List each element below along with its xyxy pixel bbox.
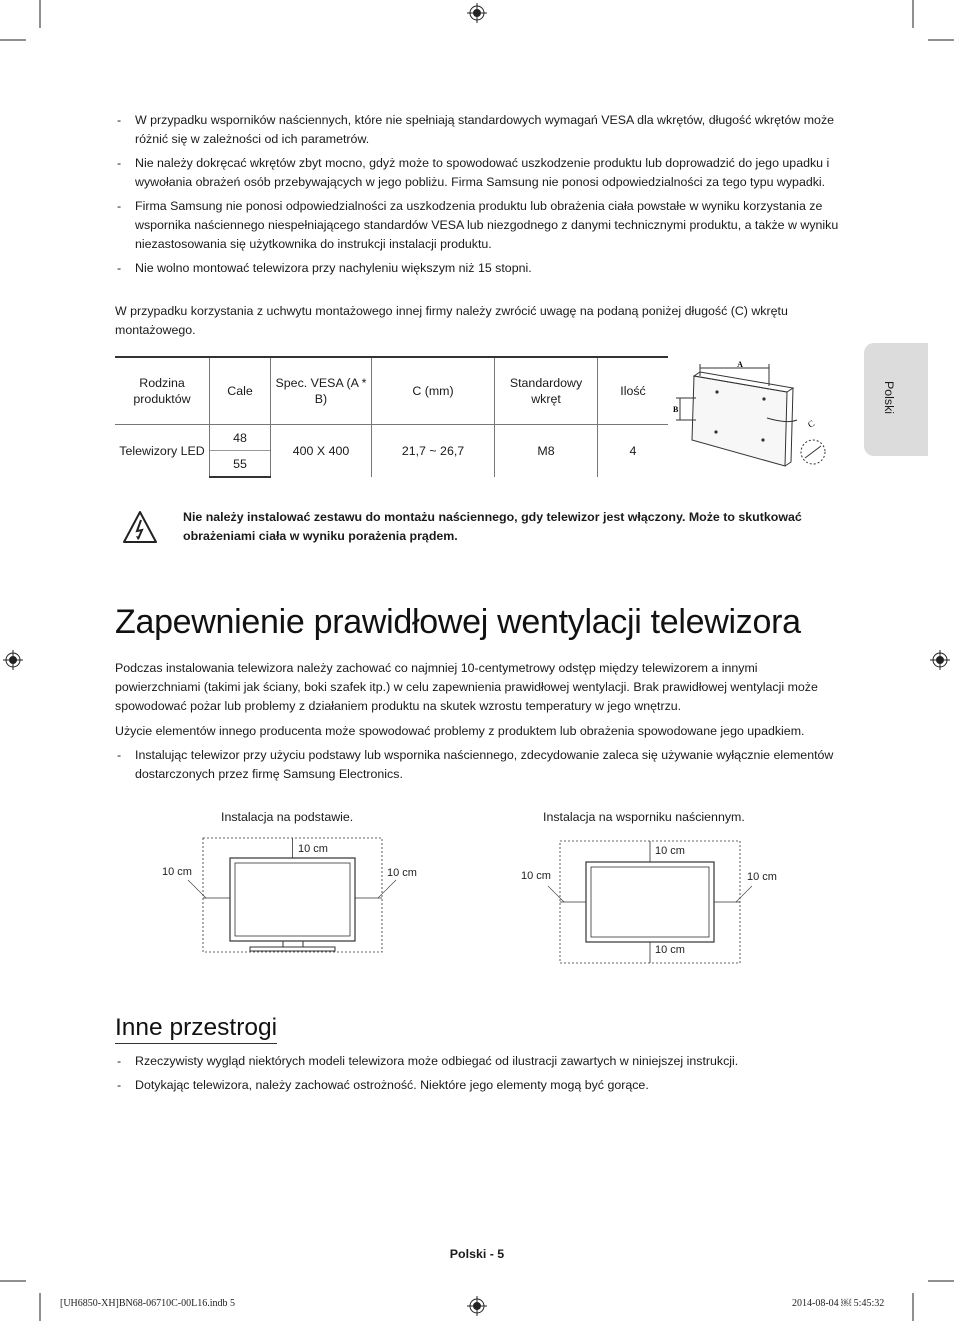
table-header: C (mm) [372, 357, 495, 425]
table-cell-inches: 48 [210, 425, 271, 451]
registration-mark-bottom [467, 1296, 487, 1316]
list-item: - Instalując telewizor przy użyciu podstawy lub wspornika naściennego, zdecydowanie zaleca się używanie wyłącznie elementów dostarczonych przez firmę Samsung Electronics. [117, 748, 834, 782]
table-cell-family: Telewizory LED [119, 444, 205, 458]
gap-label-top: 10 cm [298, 843, 328, 855]
ventilation-list [115, 746, 840, 789]
diagram-label-c: C [806, 418, 817, 430]
electric-shock-warning-icon [122, 510, 158, 544]
ventilation-paragraph-2: Użycie elementów innego producenta może spowodować problemy z produktem lub obrażenia spowodowane jego upadkiem. [115, 724, 805, 738]
table-cell-qty: 4 [598, 425, 669, 478]
list-item: - Dotykając telewizora, należy zachować ostrożność. Niektóre jego elementy mogą być gorące. [117, 1077, 649, 1092]
registration-mark-top [467, 3, 487, 23]
list-item: - W przypadku wsporników naściennych, które nie spełniają standardowych wymagań VESA dla wkrętów, długość wkrętów może różnić się w zależności od ich parametrów. [117, 113, 835, 147]
warning-text: Nie należy instalować zestawu do montażu naściennego, gdy telewizor jest włączony. Może to skutkować obrażeniami ciała w wyniku porażenia prądem. [183, 510, 802, 544]
table-header: Cale [210, 357, 271, 425]
table-cell-screw: M8 [495, 425, 598, 478]
side-tab-label: Polski [882, 381, 896, 415]
gap-label-left: 10 cm [521, 870, 551, 882]
registration-mark-left [3, 650, 23, 670]
section-title: Zapewnienie prawidłowej wentylacji telewizora [115, 603, 801, 641]
vesa-spec-table [115, 356, 668, 478]
language-side-tab [864, 343, 928, 456]
registration-mark-right [930, 650, 950, 670]
table-cell-vesa: 400 X 400 [271, 425, 372, 478]
table-header: Ilość [598, 357, 669, 425]
vesa-notes-list [115, 111, 840, 283]
stand-installation-diagram [158, 836, 428, 956]
intro-paragraph: W przypadku korzystania z uchwytu montażowego innej firmy należy zwrócić uwagę na podaną poniżej długość (C) wkrętu montażowego. [115, 304, 788, 338]
file-slug: [UH6850-XH]BN68-06710C-00L16.indb 5 [60, 1298, 235, 1309]
gap-label-top: 10 cm [655, 845, 685, 857]
page-number: Polski - 5 [449, 1247, 505, 1261]
list-item: - Nie wolno montować telewizora przy nachyleniu większym niż 15 stopni. [117, 260, 532, 275]
list-item: - Nie należy dokręcać wkrętów zbyt mocno, gdyż może to spowodować uszkodzenie produktu lub doprowadzić do jego upadku i wywołania obrażeń osób przebywających w jego pobliżu. Firma Samsung nie ponosi odpowiedzialności za tego typu wypadki. [117, 155, 830, 190]
diagram-label-a: A [737, 360, 743, 369]
gap-label-bottom: 10 cm [655, 944, 685, 956]
table-cell-inches: 55 [210, 451, 271, 478]
wall-mount-diagram [672, 358, 834, 473]
table-cell-c: 21,7 ~ 26,7 [372, 425, 495, 478]
stand-install-caption: Instalacja na podstawie. [221, 810, 354, 824]
print-timestamp: 2014-08-04 ￼ 5:45:32 [792, 1298, 885, 1309]
gap-label-right: 10 cm [747, 871, 777, 883]
table-header: Standardowy wkręt [495, 357, 598, 425]
ventilation-paragraph: Podczas instalowania telewizora należy zachować co najmniej 10-centymetrowy odstęp między telewizorem a innymi powierzchniami (takimi jak ściany, boki szafek itp.) w celu zapewnienia prawidłowej wentylacji. Brak prawidłowej wentylacji może spowodować pożar lub problemy z działaniem produktu na skutek wzrostu temperatury w jego wnętrzu. [115, 661, 818, 714]
subsection-title: Inne przestrogi [115, 1013, 277, 1044]
precautions-list [115, 1052, 840, 1099]
list-item: - Rzeczywisty wygląd niektórych modeli telewizora może odbiegać od ilustracji zawartych w niniejszej instrukcji. [117, 1054, 739, 1068]
gap-label-left: 10 cm [162, 866, 192, 878]
diagram-label-b: B [673, 405, 679, 414]
list-item: - Firma Samsung nie ponosi odpowiedzialności za uszkodzenia produktu lub obrażenia ciała powstałe w wyniku korzystania ze wspornika naściennego niespełniającego standardów VESA lub niezgodnego z danymi technicznymi produktu, a także w wyniku niezastosowania się użytkownika do instrukcji instalacji produktu. [117, 198, 839, 252]
wall-install-caption: Instalacja na wsporniku naściennym. [543, 810, 745, 824]
gap-label-right: 10 cm [387, 867, 417, 879]
table-header: Spec. VESA (A * B) [271, 357, 372, 425]
table-header: Rodzina produktów [115, 357, 210, 425]
